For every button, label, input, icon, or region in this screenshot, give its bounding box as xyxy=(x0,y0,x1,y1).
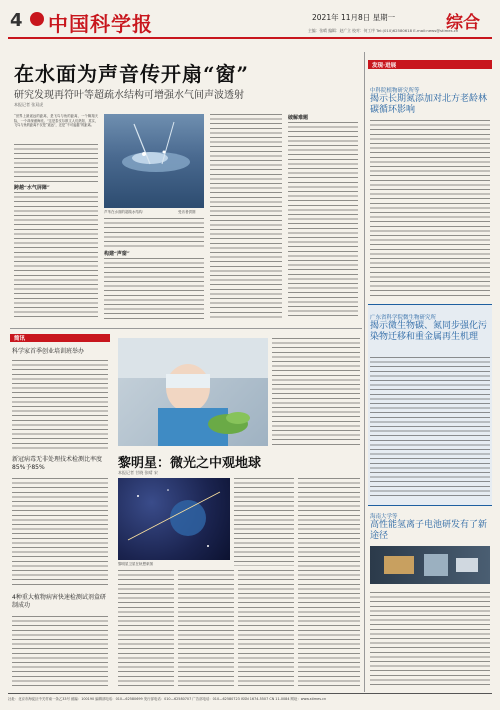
feature-body-col-1 xyxy=(234,478,294,566)
lab-article-body xyxy=(272,338,360,446)
mid-rule xyxy=(10,328,362,329)
footer-rule xyxy=(8,693,492,694)
header-rule xyxy=(8,37,492,39)
article-body-col-3 xyxy=(210,114,282,320)
sidebar-box xyxy=(368,304,492,506)
section-label: 综合 xyxy=(446,13,480,33)
satellite-caption: 黎明星卫星在轨想象图 xyxy=(118,562,153,566)
subhead-2: 构建“声窗” xyxy=(104,251,130,257)
sidebar-article-1-body xyxy=(370,120,490,296)
article-body-col-1 xyxy=(14,144,98,182)
masthead-logo xyxy=(30,12,44,26)
brief-3-title: 4种重大植物病害快速检测试剂盒研制成功 xyxy=(12,594,106,609)
sidebar-article-3-body xyxy=(370,592,490,688)
feature-body-col-3 xyxy=(118,570,174,688)
battery-photo xyxy=(370,546,490,584)
page-header xyxy=(8,6,492,40)
column-divider xyxy=(364,52,365,692)
article-title: 在水面为声音传开扇“窗” xyxy=(14,62,250,86)
brief-2-title: 新冠病毒无非处理技术检测比率度85%予85% xyxy=(12,456,103,471)
sidebar-article-2-title: 揭示微生物碳、氮同步强化污染物迁移和重金属再生机理 xyxy=(370,321,488,342)
sidebar-article-3-org: 海南大学等 xyxy=(370,514,398,520)
footer-text: 社址：北京市海淀区中关村南一条乙33号 邮编：100190 编辑部电话：010—62580699 发行部电话：010—62580707 广告部电话：010—62580723 ISSN 1674-5507 CN 11-0084 网址：www.stimes.cn xyxy=(8,697,327,701)
brief-2-body xyxy=(12,478,108,588)
masthead-title: 中国科学报 xyxy=(48,12,153,36)
photo-credit: 受访者供图 xyxy=(178,210,196,214)
page-number: 4 xyxy=(10,10,23,31)
reed-water-photo xyxy=(104,114,204,208)
article-body-col-2 xyxy=(104,218,204,248)
satellite-image xyxy=(118,478,230,560)
lab-photo xyxy=(118,338,268,446)
feature-byline: 本报记者 甘晓 张晴 宋 xyxy=(118,470,158,475)
sidebar-article-2-body xyxy=(370,357,490,499)
article-body-col-1b xyxy=(14,192,98,320)
article-body-col-2b xyxy=(104,258,204,320)
sidebar-article-3-title: 高性能氢离子电池研发有了新途径 xyxy=(370,520,488,541)
tag-discovery-label: 发现·进展 xyxy=(372,63,397,69)
header-info: 主编：张晴 编辑：赵广立 校对：何工序 Tel:(010)62580618 E-mail:news@stimes.cn xyxy=(308,28,459,33)
sidebar-article-2-org: 广东省科学院微生物研究所 xyxy=(370,315,437,321)
sidebar-article-1-org: 中科院植物研究所等 xyxy=(370,88,420,94)
brief-3-body xyxy=(12,616,108,688)
brief-1-body xyxy=(12,360,108,450)
date-line: 2021年 11月8日 星期一 xyxy=(312,13,396,22)
briefs-column xyxy=(10,332,110,692)
feature-body-col-2 xyxy=(298,478,360,688)
sidebar-article-1-title: 揭示长期氮添加对北方老龄林碳循环影响 xyxy=(370,94,488,115)
subhead-3: 破解难题 xyxy=(288,115,309,121)
brief-1-title: 科学家首季创业培训班举办 xyxy=(12,348,85,355)
subhead-1: 跨越“水气屏障” xyxy=(14,185,50,191)
article-lead: “世界上最遥远的距离，是飞鸟与鱼的距离，一个翱翔天际，一个却深潜海底。”这是泰戈尔散文人们熟知，其实，飞鸟与鱼的距离不仅是“遥远”，还是“不可逾越”的距离。 xyxy=(14,114,98,128)
feature-body-col-5 xyxy=(238,570,294,688)
sidebar xyxy=(368,52,492,692)
article-byline: 本报记者 张双虎 xyxy=(14,102,44,107)
tag-briefs-label: 简讯 xyxy=(14,336,26,342)
article-body-col-4 xyxy=(288,122,358,320)
main-article xyxy=(10,44,362,324)
feature-title: 黎明星：微光之中观地球 xyxy=(118,456,262,471)
article-subtitle: 研究发现再符叶等超疏水结构可增强水气间声波透射 xyxy=(14,90,244,101)
photo-caption: 芦苇在水面的超疏水结构 xyxy=(104,210,143,214)
feature-body-col-4 xyxy=(178,570,234,688)
